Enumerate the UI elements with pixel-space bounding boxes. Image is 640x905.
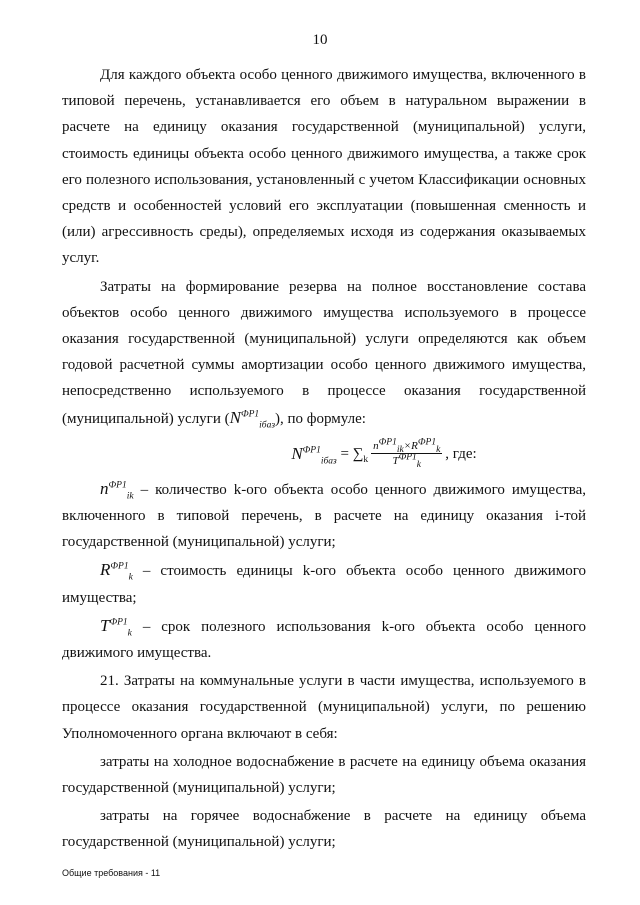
page-number: 10 xyxy=(312,32,328,48)
paragraph-21: 21. Затраты на коммунальные услуги в части имущества, используемого в процессе оказания государственной (муниципальной) услуги, по решению Уполномоченного органа включают в себя: xyxy=(62,673,586,742)
reserve-costs-text: Затраты на формирование резерва на полное восстановление состава объектов особо ценного движимого имущества используемого в процессе оказания государственной (муниципальной) услуги определяются как объем годовой расчетной суммы амортизации особо ценного движимого имущества, непосредственно используемого в процессе оказания государственной (муниципальной) услуги ( xyxy=(62,278,586,427)
document-body xyxy=(62,62,586,856)
formula-fraction: $\frac{n^{ФР1}_{ik}\times R^{ФР1}_k}{T^{ФР1}_k}$ xyxy=(373,437,441,471)
symbol-n-ibaz: $N^{ФР1}_{iбаз}$ xyxy=(229,407,276,431)
reserve-costs-end: ), по формуле: xyxy=(275,410,366,427)
item-hot-water: затраты на горячее водоснабжение в расчете на единицу объема государственной (муниципальной) услуги; xyxy=(62,808,586,851)
definition-r: $R^{ФР1}_k$ – стоимость единицы k-ого объекта особо ценного движимого имущества; xyxy=(62,560,587,606)
paragraph-reserve-costs xyxy=(62,274,586,432)
paragraph-ocdi-volume: Для каждого объекта особо ценного движимого имущества, включенного в типовой перечень, устанавливается его объем в натуральном выражении в расчете на единицу оказания государственной (муниципальной) услуги, стоимость единицы объекта особо ценного движимого имущества, а также срок его полезного использования, установленный с учетом Классификации основных средств и особенностей условий его эксплуатации (повышенная сменность и (или) агрессивность среды), определяемых исходя из содержания оказываемых услуг. xyxy=(62,67,586,267)
formula-where: , где: xyxy=(445,445,477,462)
definition-n: $n^{ФР1}_{ik}$ – количество k-ого объекта особо ценного движимого имущества, включенного в типовой перечень, в расчете на единицу оказания i-той государственной (муниципальной) услуги; xyxy=(62,478,587,551)
definition-t: $T^{ФР1}_k$ – срок полезного использования k-ого объекта особо ценного движимого имущества. xyxy=(62,615,586,662)
item-cold-water: затраты на холодное водоснабжение в расчете на единицу объема оказания государственной (муниципальной) услуги; xyxy=(62,753,586,797)
formula: $N^{ФР1}_{iбаз}$ = $\sum_k$ $\frac{n^{ФР1}_{ik}\times R^{ФР1}_k}{T^{ФР1}_k}$ , где: xyxy=(291,437,477,471)
footer: Общие требования - 11 xyxy=(62,868,161,878)
